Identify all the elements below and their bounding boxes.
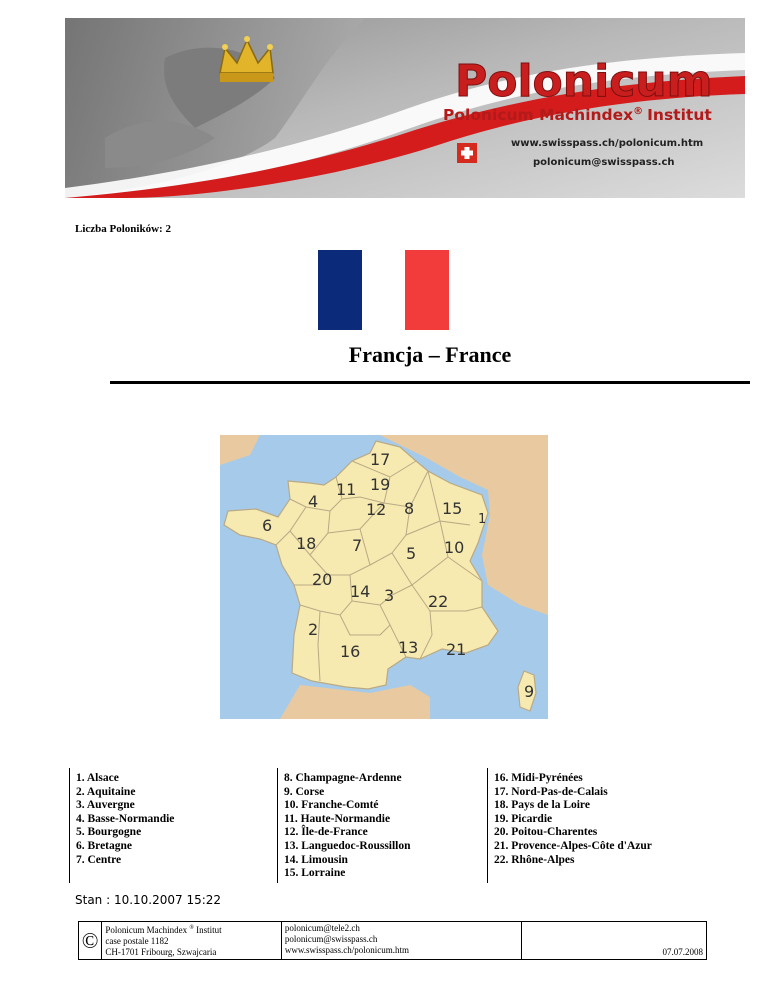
list-item: 14. Limousin xyxy=(284,853,348,866)
header-banner xyxy=(65,18,745,198)
brand-name: Polonicum xyxy=(455,56,713,107)
list-divider xyxy=(487,768,488,883)
svg-text:4: 4 xyxy=(308,492,319,511)
svg-text:15: 15 xyxy=(442,499,463,518)
svg-text:19: 19 xyxy=(370,475,391,494)
footer-date: 07.07.2008 xyxy=(522,922,707,960)
status-timestamp: Stan : 10.10.2007 15:22 xyxy=(75,893,222,907)
list-item: 10. Franche-Comté xyxy=(284,799,379,812)
list-item: 3. Auvergne xyxy=(76,799,135,812)
swiss-flag-icon xyxy=(457,143,477,163)
svg-text:7: 7 xyxy=(352,536,363,555)
list-divider xyxy=(277,768,278,883)
svg-text:14: 14 xyxy=(350,582,371,601)
svg-text:11: 11 xyxy=(336,480,357,499)
svg-text:2: 2 xyxy=(308,620,319,639)
title-divider xyxy=(110,381,750,384)
svg-text:22: 22 xyxy=(428,592,449,611)
svg-text:18: 18 xyxy=(296,534,317,553)
list-item: 20. Poitou-Charentes xyxy=(494,826,598,839)
svg-text:13: 13 xyxy=(398,638,419,657)
svg-text:6: 6 xyxy=(262,516,273,535)
list-item: 13. Languedoc-Roussillon xyxy=(284,839,411,852)
list-item: 5. Bourgogne xyxy=(76,826,142,839)
list-item: 2. Aquitaine xyxy=(76,785,136,798)
list-item: 12. Île-de-France xyxy=(284,826,368,839)
banner-email: polonicum@swisspass.ch xyxy=(533,157,675,168)
polonicum-count: Liczba Poloników: 2 xyxy=(75,223,171,235)
list-item: 17. Nord-Pas-de-Calais xyxy=(494,785,608,798)
france-regions-map xyxy=(220,435,548,719)
list-item: 4. Basse-Normandie xyxy=(76,812,175,825)
svg-text:10: 10 xyxy=(444,538,465,557)
svg-text:8: 8 xyxy=(404,499,415,518)
list-item: 9. Corse xyxy=(284,785,325,798)
list-item: 8. Champagne-Ardenne xyxy=(284,772,402,784)
flag-red-stripe xyxy=(405,250,449,330)
svg-text:9: 9 xyxy=(524,682,535,701)
svg-text:12: 12 xyxy=(366,500,387,519)
list-item: 19. Picardie xyxy=(494,812,553,825)
list-item: 7. Centre xyxy=(76,853,122,866)
svg-text:5: 5 xyxy=(406,544,417,563)
svg-text:17: 17 xyxy=(370,450,391,469)
footer-email-link[interactable]: polonicum@tele2.ch xyxy=(284,923,360,933)
regions-column-1 xyxy=(76,772,174,867)
list-item: 11. Haute-Normandie xyxy=(284,812,391,825)
list-item: 21. Provence-Alpes-Côte d'Azur xyxy=(494,839,652,852)
svg-text:16: 16 xyxy=(340,642,361,661)
footer-address: Polonicum Machindex ® Institut case postale 1182 CH-1701 Fribourg, Szwajcaria xyxy=(102,922,282,960)
footer-email-link[interactable]: polonicum@swisspass.ch xyxy=(284,934,378,944)
svg-text:20: 20 xyxy=(312,570,333,589)
svg-text:21: 21 xyxy=(446,640,467,659)
footer-contact xyxy=(281,922,521,960)
copyright-icon: © xyxy=(79,922,102,960)
list-divider xyxy=(69,768,70,883)
regions-column-2 xyxy=(284,772,411,881)
list-item: 6. Bretagne xyxy=(76,839,133,852)
brand-subtitle: Polonicum Machindex® Institut xyxy=(443,106,712,124)
svg-text:1: 1 xyxy=(478,512,487,527)
list-item: 22. Rhône-Alpes xyxy=(494,853,575,866)
svg-text:3: 3 xyxy=(384,586,395,605)
page-title: Francja – France xyxy=(348,342,512,367)
flag-blue-stripe xyxy=(318,250,362,330)
list-item: 16. Midi-Pyrénées xyxy=(494,772,583,784)
footer-table xyxy=(78,921,707,960)
list-item: 18. Pays de la Loire xyxy=(494,799,590,812)
list-item: 15. Lorraine xyxy=(284,867,346,880)
regions-column-3 xyxy=(494,772,652,867)
banner-url: www.swisspass.ch/polonicum.htm xyxy=(511,138,704,149)
footer-url-link[interactable]: www.swisspass.ch/polonicum.htm xyxy=(284,945,410,955)
list-item: 1. Alsace xyxy=(76,772,119,784)
